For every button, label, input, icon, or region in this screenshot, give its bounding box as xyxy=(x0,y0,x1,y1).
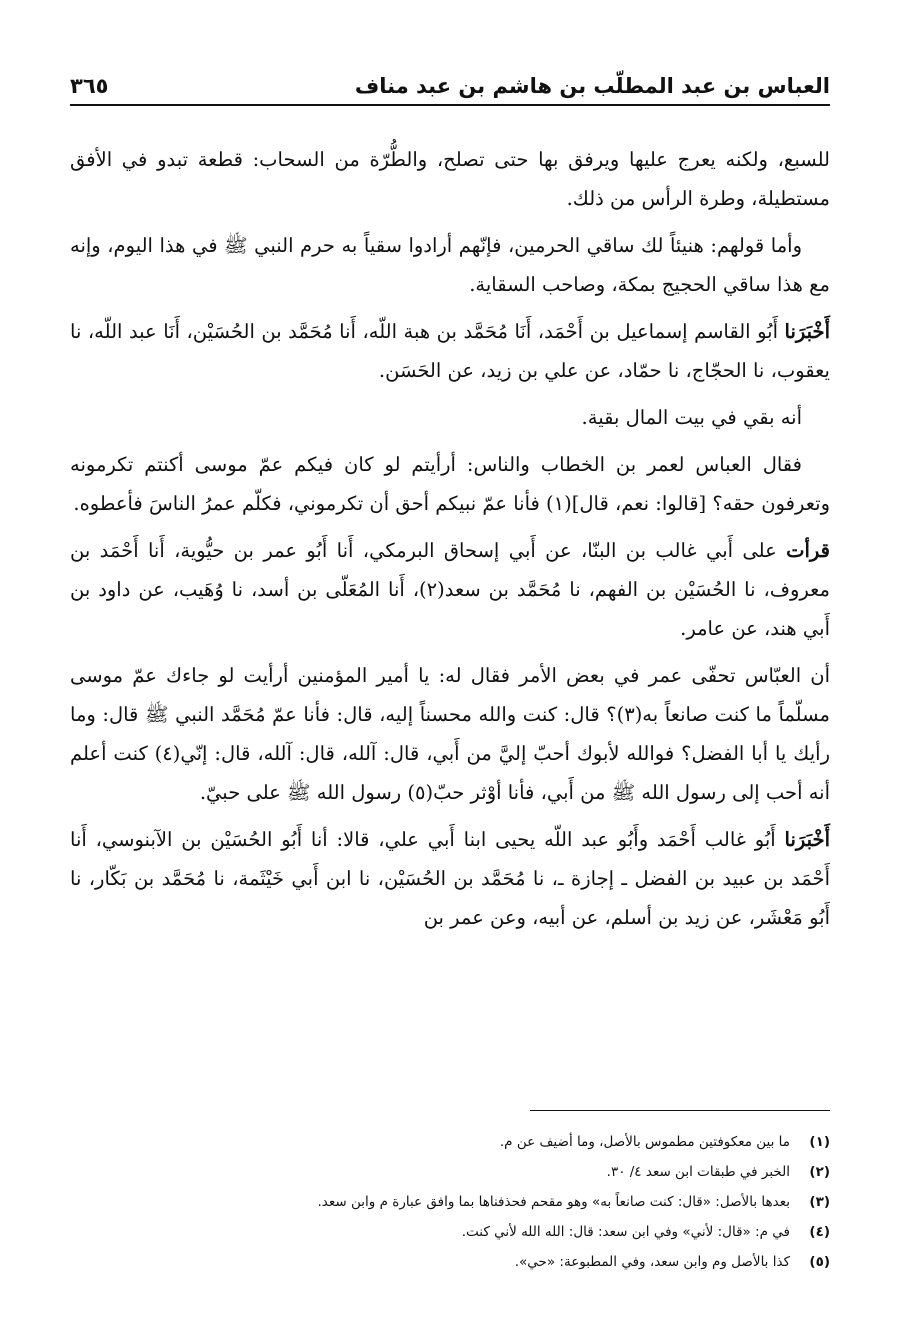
footnote-text: ما بين معكوفتين مطموس بالأصل، وما أضيف عن م. xyxy=(499,1134,790,1150)
footnote-divider xyxy=(530,1110,830,1111)
paragraph-lead-word: أَخْبَرَنا xyxy=(784,320,830,343)
footnote-text: الخبر في طبقات ابن سعد ٤/ ٣٠. xyxy=(606,1164,790,1180)
paragraph-text: على أَبي غالب بن البنّا، عن أَبي إسحاق البرمكي، أَنا أَبُو عمر بن حيُّوية، أَنا أَحْمَد بن معروف، نا الحُسَيْن بن الفهم، نا مُحَمَّد بن سعد(٢)، أَنا المُعَلّى بن أسد، نا وُهَيب، عن داود بن أَبي هند، عن عامر. xyxy=(70,539,830,640)
footnote-number: (٥) xyxy=(809,1254,830,1270)
footnote xyxy=(70,1187,830,1217)
paragraph xyxy=(70,820,830,937)
paragraph xyxy=(70,140,830,218)
paragraph xyxy=(70,531,830,648)
footnote-number: (١) xyxy=(809,1134,830,1150)
footnote-text: كذا بالأصل وم وابن سعد، وفي المطبوعة: «حي». xyxy=(514,1254,790,1270)
paragraph xyxy=(70,445,830,523)
footnote-number: (٤) xyxy=(809,1224,830,1240)
paragraph xyxy=(70,656,830,812)
footnote xyxy=(70,1217,830,1247)
footnote xyxy=(70,1247,830,1277)
paragraph xyxy=(70,226,830,304)
footnotes xyxy=(70,1110,830,1277)
paragraph-text: أنه بقي في بيت المال بقية. xyxy=(581,406,802,429)
page-number: ٣٦٥ xyxy=(70,74,109,98)
running-title: العباس بن عبد المطلّب بن هاشم بن عبد مناف xyxy=(354,74,830,98)
paragraph-text: وأما قولهم: هنيئاً لك ساقي الحرمين، فإنّهم أرادوا سقياً به حرم النبي ﷺ في هذا اليوم، وإنه مع هذا ساقي الحجيج بمكة، وصاحب السقاية. xyxy=(70,234,830,296)
paragraph-text: أن العبّاس تحفّى عمر في بعض الأمر فقال له: يا أمير المؤمنين أرأيت لو جاءك عمّ موسى مسلّماً ما كنت صانعاً به(٣)؟ قال: كنت والله محسناً إليه، قال: فأنا عمّ مُحَمَّد النبي ﷺ قال: وما رأيك يا أبا الفضل؟ فوالله لأبوك أحبّ إليَّ من أَبي، قال: آلله، قال: آلله، قال: إنّي(٤) كنت أعلم أنه أحب إلى رسول الله ﷺ من أَبي، فأنا أوْثر حبّ(٥) رسول الله ﷺ على حبيّ. xyxy=(70,664,830,804)
paragraph-lead-word: قرأت xyxy=(786,539,830,562)
paragraph xyxy=(70,312,830,390)
book-page xyxy=(70,0,830,1336)
paragraph-text: فقال العباس لعمر بن الخطاب والناس: أرأيتم لو كان فيكم عمّ موسى أكنتم تكرمونه وتعرفون حقه؟ [قالوا: نعم، قال](١) فأنا عمّ نبيكم أحق أن تكرموني، فكلّم عمرُ الناسَ فأعطوه. xyxy=(70,453,830,515)
footnote-number: (٣) xyxy=(809,1194,830,1210)
footnote-text: في م: «قال: لأني» وفي ابن سعد: قال: الله الله لأني كنت. xyxy=(461,1224,790,1240)
footnote-number: (٢) xyxy=(809,1164,830,1180)
paragraph-text: أَبُو غالب أَحْمَد وأَبُو عبد اللّه يحيى ابنا أَبي علي، قالا: أنا أَبُو الحُسَيْن بن الآبنوسي، أَنا أَحْمَد بن عبيد بن الفضل ـ إجازة ـ، نا مُحَمَّد بن الحُسَيْن، نا ابن أَبي خَيْثَمة، نا مُحَمَّد بن بَكّار، نا أَبُو مَعْشَر، عن زيد بن أسلم، عن أبيه، وعن عمر بن xyxy=(70,828,830,929)
paragraph-lead-word: أَخْبَرَنا xyxy=(784,828,830,851)
footnote xyxy=(70,1157,830,1187)
main-text xyxy=(70,140,830,945)
paragraph xyxy=(70,398,830,437)
footnote xyxy=(70,1127,830,1157)
paragraph-text: للسبع، ولكنه يعرج عليها ويرفق بها حتى تصلح، والطُّرّة من السحاب: قطعة تبدو في الأفق مستطيلة، وطرة الرأس من ذلك. xyxy=(70,148,830,210)
page-header xyxy=(70,68,830,106)
footnote-text: بعدها بالأصل: «قال: كنت صانعاً به» وهو مقحم فحذفناها بما وافق عبارة م وابن سعد. xyxy=(317,1194,790,1210)
paragraph-text: أَبُو القاسم إسماعيل بن أَحْمَد، أَنَا مُحَمَّد بن هبة اللّه، أَنا مُحَمَّد بن الحُسَيْن، أَنَا عبد اللّه، نا يعقوب، نا الحجّاج، نا حمّاد، عن علي بن زيد، عن الحَسَن. xyxy=(70,320,830,382)
